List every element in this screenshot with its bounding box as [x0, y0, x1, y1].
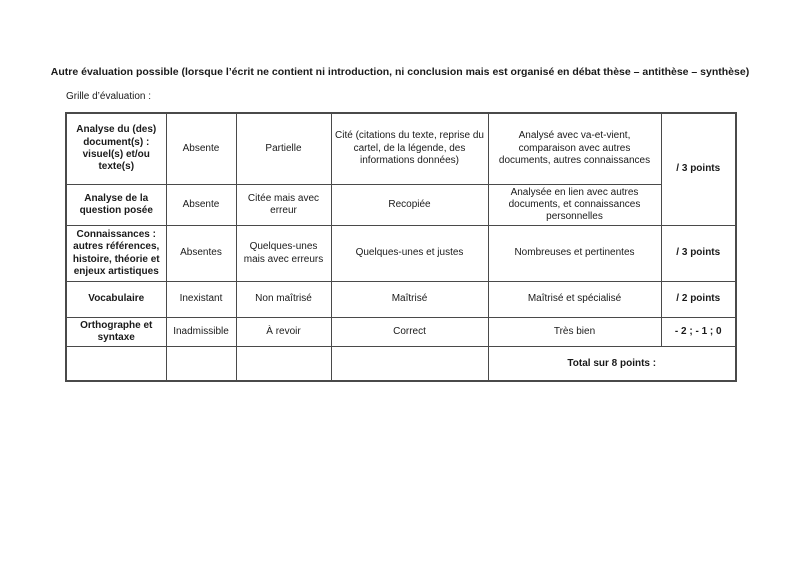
criterion-cell: Connaissances : autres références, histoire, théorie et enjeux artistiques — [66, 226, 166, 282]
table-row — [66, 184, 736, 226]
level-cell: Analysé avec va-et-vient, comparaison avec autres documents, autres connaissances — [488, 113, 661, 184]
points-cell: / 2 points — [661, 282, 736, 318]
criterion-cell: Analyse de la question posée — [66, 184, 166, 226]
total-cell: Total sur 8 points : — [488, 347, 736, 381]
points-cell: / 3 points — [661, 226, 736, 282]
document-title: Autre évaluation possible (lorsque l’écrit ne contient ni introduction, ni conclusion mais est organisé en débat thèse – antithèse – synthèse) — [50, 66, 750, 78]
level-cell: Citée mais avec erreur — [236, 184, 331, 226]
empty-cell — [166, 347, 236, 381]
empty-cell — [236, 347, 331, 381]
level-cell: Non maîtrisé — [236, 282, 331, 318]
empty-cell — [66, 347, 166, 381]
level-cell: Quelques-unes et justes — [331, 226, 488, 282]
criterion-cell: Vocabulaire — [66, 282, 166, 318]
level-cell: Nombreuses et pertinentes — [488, 226, 661, 282]
level-cell: Absente — [166, 113, 236, 184]
level-cell: Analysée en lien avec autres documents, et connaissances personnelles — [488, 184, 661, 226]
table-row — [66, 226, 736, 282]
table-row — [66, 347, 736, 381]
table-row — [66, 113, 736, 184]
table-row — [66, 318, 736, 347]
level-cell: Inadmissible — [166, 318, 236, 347]
level-cell: Partielle — [236, 113, 331, 184]
level-cell: Inexistant — [166, 282, 236, 318]
empty-cell — [331, 347, 488, 381]
level-cell: Cité (citations du texte, reprise du cartel, de la légende, des informations données) — [331, 113, 488, 184]
level-cell: Maîtrisé et spécialisé — [488, 282, 661, 318]
level-cell: Maîtrisé — [331, 282, 488, 318]
level-cell: Correct — [331, 318, 488, 347]
criterion-cell: Orthographe et syntaxe — [66, 318, 166, 347]
level-cell: Absente — [166, 184, 236, 226]
points-cell: - 2 ; - 1 ; 0 — [661, 318, 736, 347]
evaluation-grid-table — [65, 112, 737, 382]
points-cell: / 3 points — [661, 113, 736, 226]
grid-label: Grille d’évaluation : — [66, 91, 152, 102]
level-cell: Très bien — [488, 318, 661, 347]
table-row — [66, 282, 736, 318]
level-cell: Absentes — [166, 226, 236, 282]
level-cell: À revoir — [236, 318, 331, 347]
level-cell: Quelques-unes mais avec erreurs — [236, 226, 331, 282]
level-cell: Recopiée — [331, 184, 488, 226]
criterion-cell: Analyse du (des) document(s) : visuel(s) et/ou texte(s) — [66, 113, 166, 184]
